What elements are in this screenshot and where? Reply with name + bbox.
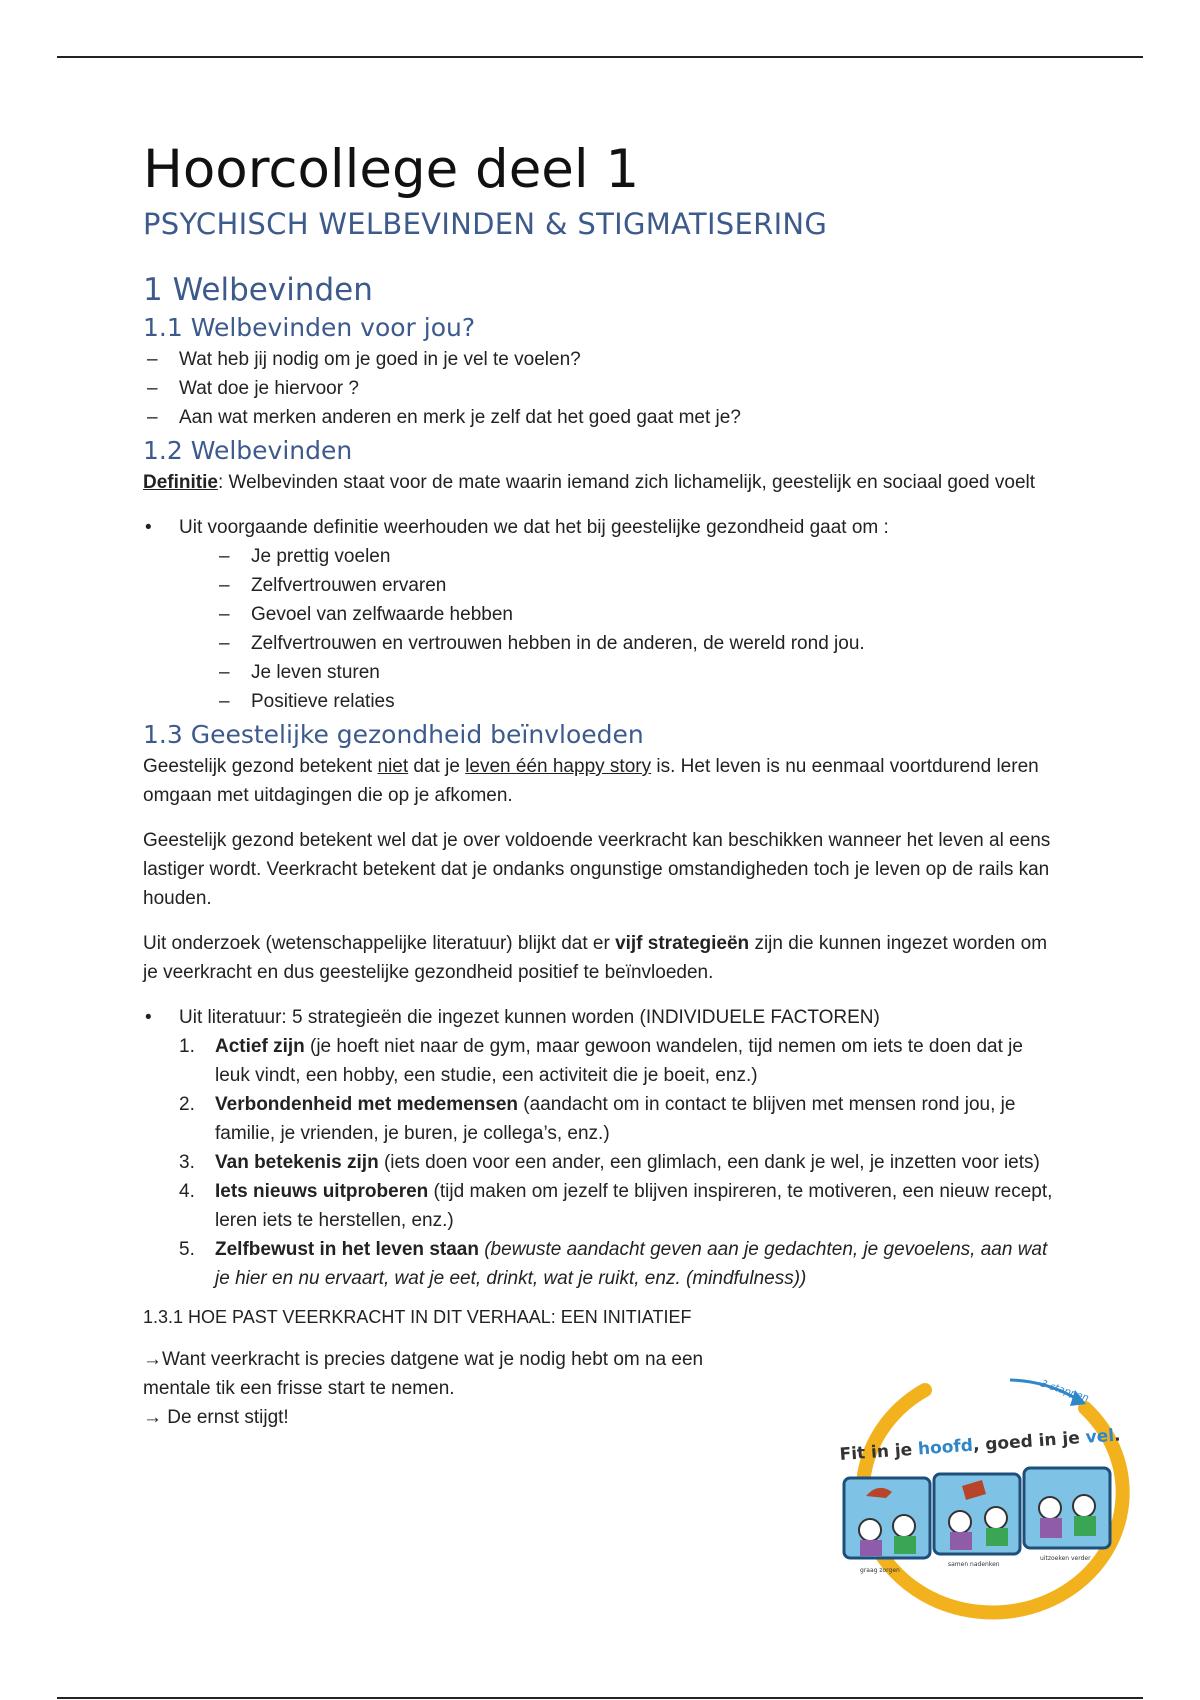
person-icon (985, 1507, 1007, 1529)
text-run-bold: vijf strategieën (615, 933, 750, 954)
arrow-line: → De ernst stijgt! (143, 1407, 289, 1428)
bullet-definition: • Uit voorgaande definitie weerhouden we dat het bij geestelijke gezondheid gaat om : (143, 513, 1063, 542)
person-body-icon (860, 1540, 882, 1556)
document-subtitle: PSYCHISCH WELBEVINDEN & STIGMATISERING (143, 207, 828, 241)
text-run-underlined: leven één happy story (465, 756, 652, 777)
item-number: 5. (179, 1239, 195, 1260)
item-number: 3. (179, 1152, 195, 1173)
person-body-icon (986, 1528, 1008, 1546)
paragraph-3 (143, 929, 1063, 987)
heading-1-3: 1.3 Geestelijke gezondheid beïnvloeden (143, 720, 644, 749)
list-item: – Wat heb jij nodig om je goed in je vel te voelen? (143, 345, 1063, 374)
strategy-item (143, 1235, 1063, 1293)
list-1-1 (143, 345, 1063, 432)
strategy-item (143, 1148, 1063, 1177)
definition-text: : Welbevinden staat voor de mate waarin iemand zich lichamelijk, geestelijk en sociaal goed voelt (217, 472, 1036, 493)
person-icon (1039, 1497, 1061, 1519)
heading-1: 1 Welbevinden (143, 272, 373, 308)
list-item: – Aan wat merken anderen en merk je zelf dat het goed gaat met je? (143, 403, 1063, 432)
list-item: – Zelfvertrouwen ervaren (215, 571, 1063, 600)
strategy-text: (bewuste aandacht geven aan je gedachten, je gevoelens, aan wat je hier en nu ervaart, wat je eet, drinkt, wat je ruikt, enz. (mindfulness)) (215, 1239, 1048, 1289)
strategy-name: Van betekenis zijn (215, 1152, 379, 1173)
logo-panel-3 (1024, 1468, 1110, 1548)
text-run: zijn die kunnen ingezet worden om je veerkracht en dus geestelijke gezondheid positief te beïnvloeden. (143, 933, 1048, 983)
strategy-name: Actief zijn (215, 1036, 305, 1057)
slogan-part: Fit in je (838, 1439, 919, 1465)
strategy-text: (iets doen voor een ander, een glimlach, een dank je wel, je inzetten voor iets) (378, 1152, 1040, 1173)
logo-panels (844, 1468, 1110, 1558)
panel-caption: uitzoeken verder (1040, 1555, 1091, 1562)
item-number: 2. (179, 1094, 195, 1115)
list-item: – Zelfvertrouwen en vertrouwen hebben in de anderen, de wereld rond jou. (215, 629, 1063, 658)
person-body-icon (950, 1532, 972, 1550)
slogan-part: , goed in je (972, 1427, 1087, 1456)
strategy-item (143, 1090, 1063, 1148)
heading-1-2: 1.2 Welbevinden (143, 436, 353, 465)
item-number: 1. (179, 1036, 195, 1057)
person-body-icon (894, 1536, 916, 1554)
definition-paragraph (143, 468, 1063, 497)
sublist-health (143, 542, 1063, 716)
person-icon (859, 1519, 881, 1541)
strategy-name: Verbondenheid met medemensen (215, 1094, 519, 1115)
person-icon (1073, 1495, 1095, 1517)
person-icon (949, 1511, 971, 1533)
text-run-underlined: niet (377, 756, 409, 777)
list-item: – Je prettig voelen (215, 542, 1063, 571)
panel-caption: graag zorgen (860, 1567, 900, 1574)
list-item: – Positieve relaties (215, 687, 1063, 716)
person-body-icon (1040, 1518, 1062, 1538)
text-run: is. Het leven is nu eenmaal voortdurend leren omgaan met uitdagingen die op je afkomen. (143, 756, 1039, 806)
strategy-text: (je hoeft niet naar de gym, maar gewoon wandelen, tijd nemen om iets te doen dat je leuk vindt, een hobby, een studie, een activiteit die je boeit, enz.) (215, 1036, 1023, 1086)
fit-in-je-hoofd-logo (830, 1368, 1120, 1624)
slogan-part: vel (1084, 1425, 1115, 1448)
document-title: Hoorcollege deel 1 (143, 139, 640, 200)
logo-top-text: 3 stappen (1039, 1378, 1091, 1405)
paragraph-1 (143, 752, 1063, 810)
text-run: Uit onderzoek (wetenschappelijke literatuur) blijkt dat er (143, 933, 616, 954)
bullet-strategies: • Uit literatuur: 5 strategieën die ingezet kunnen worden (INDIVIDUELE FACTOREN) (143, 1003, 1063, 1032)
list-item: – Je leven sturen (215, 658, 1063, 687)
list-item: – Gevoel van zelfwaarde hebben (215, 600, 1063, 629)
paragraph-2: Geestelijk gezond betekent wel dat je over voldoende veerkracht kan beschikken wanneer het leven al eens lastiger wordt. Veerkracht betekent dat je ondanks ongunstige omstandigheden toch je leven op de rails kan houden. (143, 830, 1051, 909)
slogan-part: . (1113, 1425, 1122, 1446)
initiative-text (143, 1345, 743, 1432)
strategy-text: (tijd maken om jezelf te blijven inspireren, te motiveren, een nieuw recept, leren iets te herstellen, enz.) (215, 1181, 1053, 1231)
item-number: 4. (179, 1181, 195, 1202)
strategy-item (143, 1032, 1063, 1090)
strategies-list (143, 1032, 1063, 1293)
top-rule (57, 56, 1143, 58)
strategy-item (143, 1177, 1063, 1235)
strategy-name: Iets nieuws uitproberen (215, 1181, 429, 1202)
text-run: Geestelijk gezond betekent (143, 756, 378, 777)
person-body-icon (1074, 1516, 1096, 1536)
strategy-text: (aandacht om in contact te blijven met mensen rond jou, je familie, je vrienden, je buren, je collega’s, enz.) (215, 1094, 1016, 1144)
arrow-line: →Want veerkracht is precies datgene wat je nodig hebt om na een mentale tik een frisse start te nemen. (143, 1349, 704, 1399)
slogan-part: hoofd (917, 1435, 974, 1460)
heading-1-3-1: 1.3.1 HOE PAST VEERKRACHT IN DIT VERHAAL: EEN INITIATIEF (143, 1307, 692, 1327)
text-run: dat je (408, 756, 466, 777)
strategy-name: Zelfbewust in het leven staan (215, 1239, 479, 1260)
person-icon (893, 1515, 915, 1537)
definition-label: Definitie (143, 472, 218, 493)
list-item: – Wat doe je hiervoor ? (143, 374, 1063, 403)
heading-1-1: 1.1 Welbevinden voor jou? (143, 313, 476, 342)
bottom-rule (57, 1697, 1143, 1699)
document-page (143, 135, 1063, 1432)
panel-caption: samen nadenken (948, 1561, 1000, 1568)
